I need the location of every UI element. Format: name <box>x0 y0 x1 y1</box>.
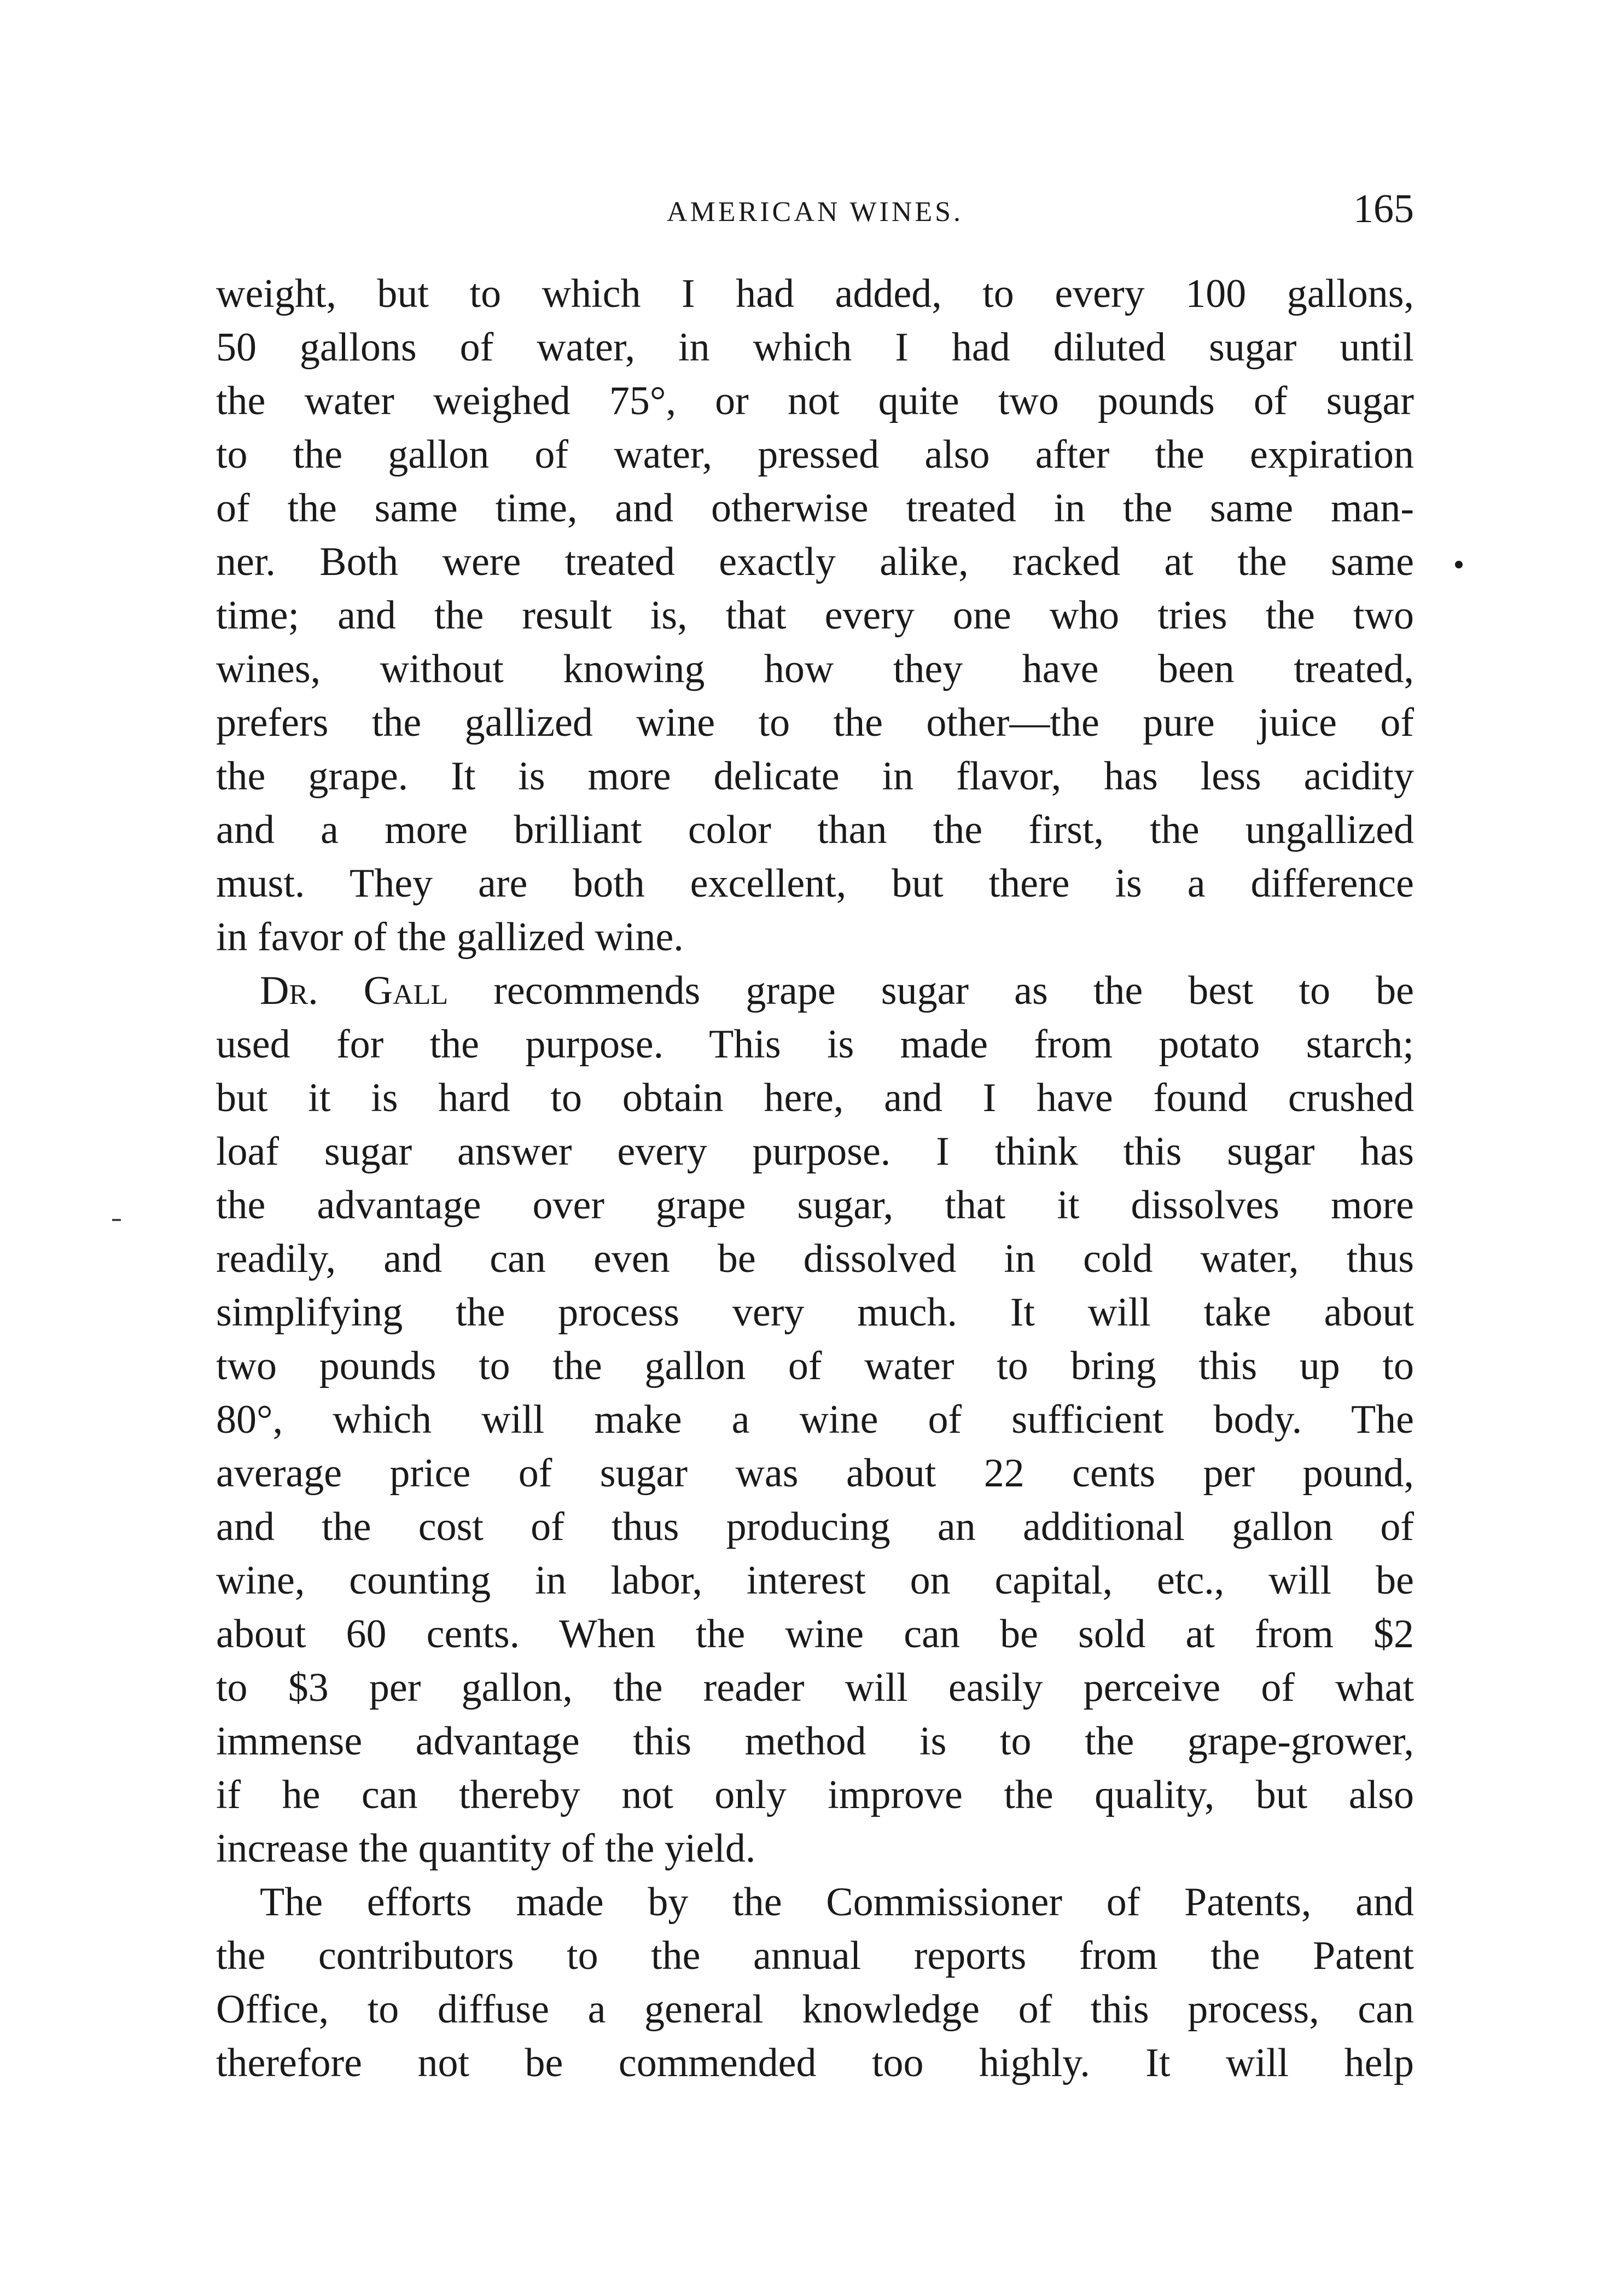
text-line: time; and the result is, that every one who tries the two <box>216 593 1414 638</box>
text-line: 80°, which will make a wine of sufficient body. The <box>216 1397 1414 1442</box>
text-line: of the same time, and otherwise treated in the same man- <box>216 486 1414 531</box>
text-line: loaf sugar answer every purpose. I think this sugar has <box>216 1129 1414 1174</box>
text-line: in favor of the gallized wine. <box>216 915 684 960</box>
margin-dot-mark <box>1455 561 1463 568</box>
text-line: average price of sugar was about 22 cents per pound, <box>216 1451 1414 1496</box>
text-line: therefore not be commended too highly. It will help <box>216 2041 1414 2085</box>
paragraph-1 <box>216 267 1414 964</box>
text-line: the water weighed 75°, or not quite two pounds of sugar <box>216 379 1414 423</box>
text-line: the grape. It is more delicate in flavor, has less acidity <box>216 754 1414 799</box>
paragraph-2 <box>216 964 1414 1875</box>
running-title: AMERICAN WINES. <box>666 196 964 228</box>
margin-dash-mark <box>112 1219 121 1221</box>
text-line: used for the purpose. This is made from potato starch; <box>216 1022 1414 1067</box>
text-line: to $3 per gallon, the reader will easily perceive of what <box>216 1665 1414 1710</box>
text-line: simplifying the process very much. It will take about <box>216 1290 1414 1335</box>
text-line: the advantage over grape sugar, that it dissolves more <box>216 1183 1414 1228</box>
text-line-rest: recommends grape sugar as the best to be <box>448 968 1414 1013</box>
text-line: The efforts made by the Commissioner of Patents, and <box>260 1880 1414 1925</box>
paragraph-3 <box>216 1875 1414 2090</box>
text-line: readily, and can even be dissolved in cold water, thus <box>216 1236 1414 1281</box>
text-line: wine, counting in labor, interest on capital, etc., will be <box>216 1558 1414 1603</box>
running-header <box>216 186 1414 235</box>
text-line: wines, without knowing how they have been treated, <box>216 647 1414 691</box>
text-line: but it is hard to obtain here, and I have found crushed <box>216 1076 1414 1120</box>
text-line: about 60 cents. When the wine can be sold at from $2 <box>216 1612 1414 1657</box>
text-line: and the cost of thus producing an additional gallon of <box>216 1504 1414 1549</box>
author-name: Dr. Gall <box>260 968 449 1013</box>
text-line: the contributors to the annual reports from the Patent <box>216 1933 1414 1978</box>
text-line: two pounds to the gallon of water to bring this up to <box>216 1344 1414 1388</box>
text-line: immense advantage this method is to the grape-grower, <box>216 1719 1414 1764</box>
text-line: must. They are both excellent, but there is a difference <box>216 861 1414 906</box>
text-line: weight, but to which I had added, to every 100 gallons, <box>216 271 1414 316</box>
page-number: 165 <box>1353 187 1414 231</box>
text-line: Office, to diffuse a general knowledge of this process, can <box>216 1987 1414 2032</box>
text-line: ner. Both were treated exactly alike, racked at the same <box>216 539 1414 584</box>
text-line: 50 gallons of water, in which I had diluted sugar until <box>216 325 1414 370</box>
text-line: increase the quantity of the yield. <box>216 1826 756 1871</box>
text-line: if he can thereby not only improve the quality, but also <box>216 1773 1414 1817</box>
text-line: prefers the gallized wine to the other—the pure juice of <box>216 700 1414 745</box>
body-text <box>216 267 1414 2090</box>
text-line <box>216 964 1414 1018</box>
text-line: to the gallon of water, pressed also after the expiration <box>216 432 1414 477</box>
text-line: and a more brilliant color than the first, the ungallized <box>216 807 1414 852</box>
